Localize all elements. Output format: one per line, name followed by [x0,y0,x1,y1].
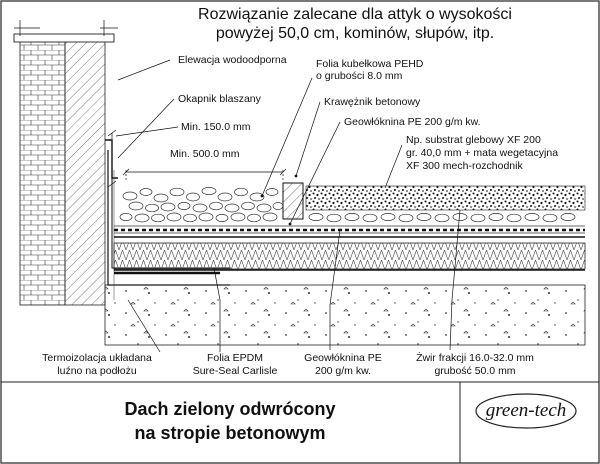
diagram-title-line1: Rozwiązanie zalecane dla attyk o wysokości [198,6,512,23]
label-substrat-2: gr. 40,0 mm + mata wegetacyjna [406,147,559,159]
label-okapnik: Okapnik blaszany [178,93,261,105]
label-folia-kubelkowa-1: Folia kubełkowa PEHD [316,58,424,70]
label-substrat-3: XF 300 mech-rozchodnik [406,160,523,172]
label-substrat-1: Np. substrat glebowy XF 200 [406,134,541,146]
label-folia-kubelkowa-2: o grubości 8.0 mm [316,70,403,82]
footer-title-line1: Dach zielony odwrócony [124,399,336,419]
footer-title-line2: na stropie betonowym [134,423,326,443]
label-min150: Min. 150.0 mm [181,121,251,133]
green-tech-logo: green-tech [485,400,567,421]
label-geowloknina-top: Geowłóknina PE 200 g/m kw. [344,116,481,128]
label-geowloknina-bot-1: Geowłóknina PE [304,352,382,364]
label-termoizolacja-1: Termoizolacja układana [42,352,152,364]
label-zwir-1: Żwir frakcji 16.0-32.0 mm [416,352,534,364]
label-termoizolacja-2: luźno na podłożu [57,365,137,377]
label-folia-epdm-2: Sure-Seal Carlisle [192,365,278,377]
label-zwir-2: grubość 50.0 mm [434,365,516,377]
label-elewacja: Elewacja wodoodporna [178,54,287,66]
diagram-title-line2: powyżej 50,0 cm, kominów, słupów, itp. [215,25,495,42]
label-folia-epdm-1: Folia EPDM [206,352,263,364]
label-min500: Min. 500.0 mm [170,148,240,160]
label-geowloknina-bot-2: 200 g/m kw. [314,365,372,377]
label-kraweznik: Krawężnik betonowy [324,96,421,108]
